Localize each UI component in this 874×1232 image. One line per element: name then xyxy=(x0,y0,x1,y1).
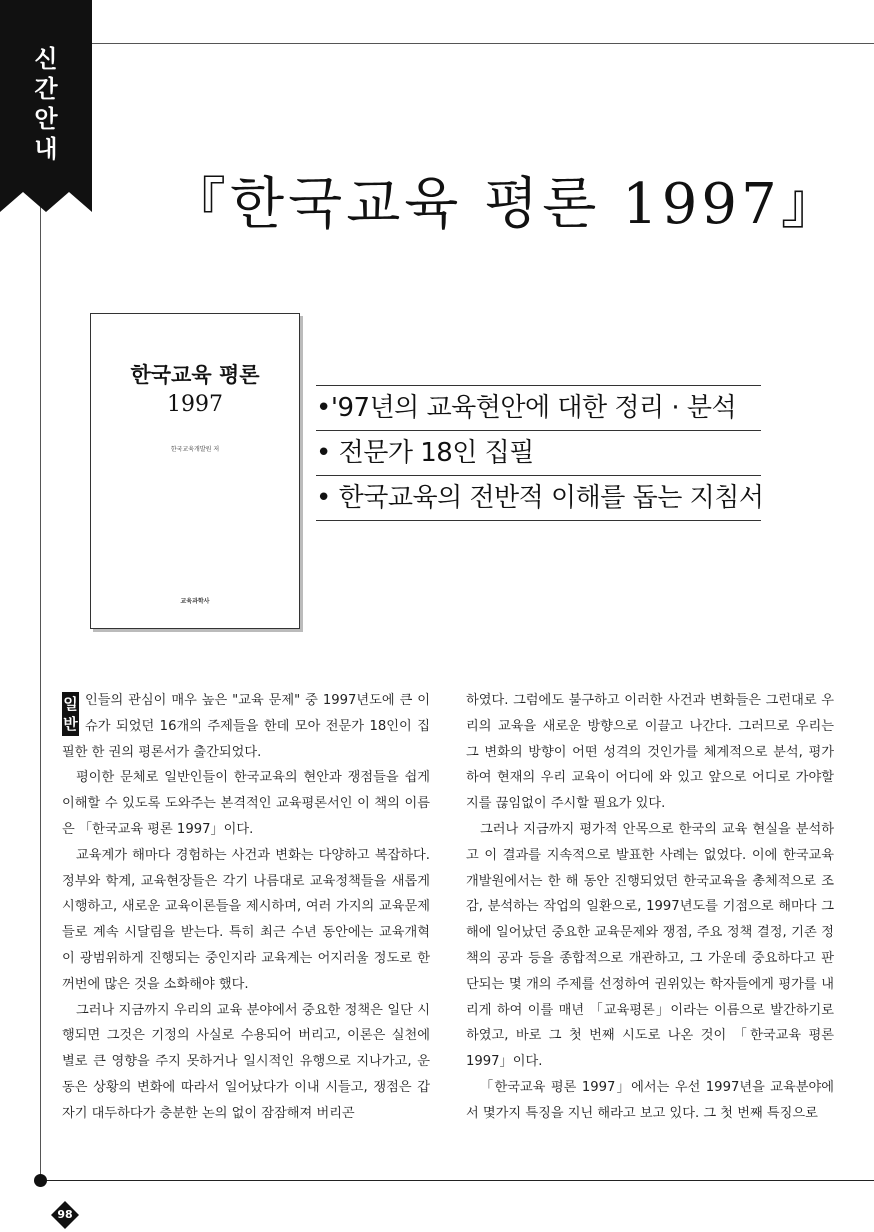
article-paragraph: 교육계가 해마다 경험하는 사건과 변화는 다양하고 복잡하다. 정부와 학계, 교육현장들은 각기 나름대로 교육정책들을 새롭게 시행하고, 새로운 교육이론들을 제시하며, 여러 가지의 교육문제들로 계속 시달림을 받는다. 특히 최근 수년 동안에는 교육개혁이 광범위하게 진행되는 중인지라 교육계는 어지러울 정도로 한꺼번에 많은 것을 소화해야 했다. xyxy=(62,847,430,992)
article-paragraph xyxy=(62,688,430,765)
article-paragraph: 「한국교육 평론 1997」에서는 우선 1997년을 교육분야에서 몇가지 특징을 지닌 해라고 보고 있다. 그 첫 번째 특징으로 xyxy=(466,1079,834,1121)
article-paragraph: 평이한 문체로 일반인들이 한국교육의 현안과 쟁점들을 쉽게 이해할 수 있도록 도와주는 본격적인 교육평론서인 이 책의 이름은 「한국교육 평론 1997」이다. xyxy=(62,770,430,837)
article-paragraph: 그러나 지금까지 평가적 안목으로 한국의 교육 현실을 분석하고 이 결과를 지속적으로 발표한 사례는 없었다. 이에 한국교육개발원에서는 한 해 동안 진행되었던 한국교육을 총체적으로 조감, 분석하는 작업의 일환으로, 1997년도를 기점으로 해마다 그 해에 일어났던 중요한 교육문제와 쟁점, 주요 정책 결정, 기존 정책의 공과 등을 종합적으로 개관하고, 그 가운데 중요하다고 판단되는 몇 개의 주제를 선정하여 권위있는 학자들에게 평가를 내리게 하여 이를 매년 「교육평론」이라는 이름으로 발간하기로 하였고, 바로 그 첫 번째 시도로 나온 것이 「한국교육 평론 1997」이다. xyxy=(466,821,834,1070)
feature-bullet: • 한국교육의 전반적 이해를 돕는 지침서 xyxy=(316,475,761,521)
top-rule xyxy=(92,43,874,44)
section-banner-label: 신간안내 xyxy=(34,45,58,163)
book-cover-publisher: 교육과학사 xyxy=(180,598,210,605)
book-cover-author: 한국교육개발원 저 xyxy=(170,446,220,453)
feature-bullet: •'97년의 교육현안에 대한 정리 · 분석 xyxy=(316,385,761,430)
article-column-right xyxy=(466,688,834,1127)
article-paragraph-text: 인들의 관심이 매우 높은 "교육 문제" 중 1997년도에 큰 이슈가 되었던 16개의 주제들을 한데 모아 전문가 18인이 집필한 한 권의 평론서가 출간되었다. xyxy=(62,693,430,760)
article-paragraph: 그러나 지금까지 우리의 교육 분야에서 중요한 정책은 일단 시행되면 그것은 기정의 사실로 수용되어 버리고, 이론은 실천에 별로 큰 영향을 주지 못하거나 일시적인 유행으로 지나가고, 운동은 상황의 변화에 따라서 일어났다가 이내 시들고, 쟁점은 갑자기 대두하다가 충분한 논의 없이 잠잠해져 버리곤 xyxy=(62,1002,430,1121)
article-paragraph: 하였다. 그럼에도 불구하고 이러한 사건과 변화들은 그런대로 우리의 교육을 새로운 방향으로 이끌고 나간다. 그러므로 우리는 그 변화의 방향이 어떤 성격의 것인가를 체계적으로 분석, 평가하여 현재의 우리 교육이 어디에 와 있고 앞으로 어디로 가야할지를 끊임없이 주시할 필요가 있다. xyxy=(466,693,834,812)
bottom-rule xyxy=(40,1180,874,1181)
book-cover xyxy=(90,313,300,629)
page-title: 『한국교육 평론 1997』 xyxy=(170,172,841,237)
page-number: 98 xyxy=(57,1208,73,1221)
drop-cap: 일반 xyxy=(62,692,79,736)
book-cover-year: 1997 xyxy=(167,392,223,417)
left-rule xyxy=(40,200,41,1180)
section-banner xyxy=(0,0,92,215)
rule-dot xyxy=(34,1174,47,1187)
book-cover-title: 한국교육 평론 xyxy=(130,362,260,387)
feature-bullet-list xyxy=(316,385,764,521)
feature-bullet: • 전문가 18인 집필 xyxy=(316,430,761,475)
article-column-left xyxy=(62,688,430,1127)
